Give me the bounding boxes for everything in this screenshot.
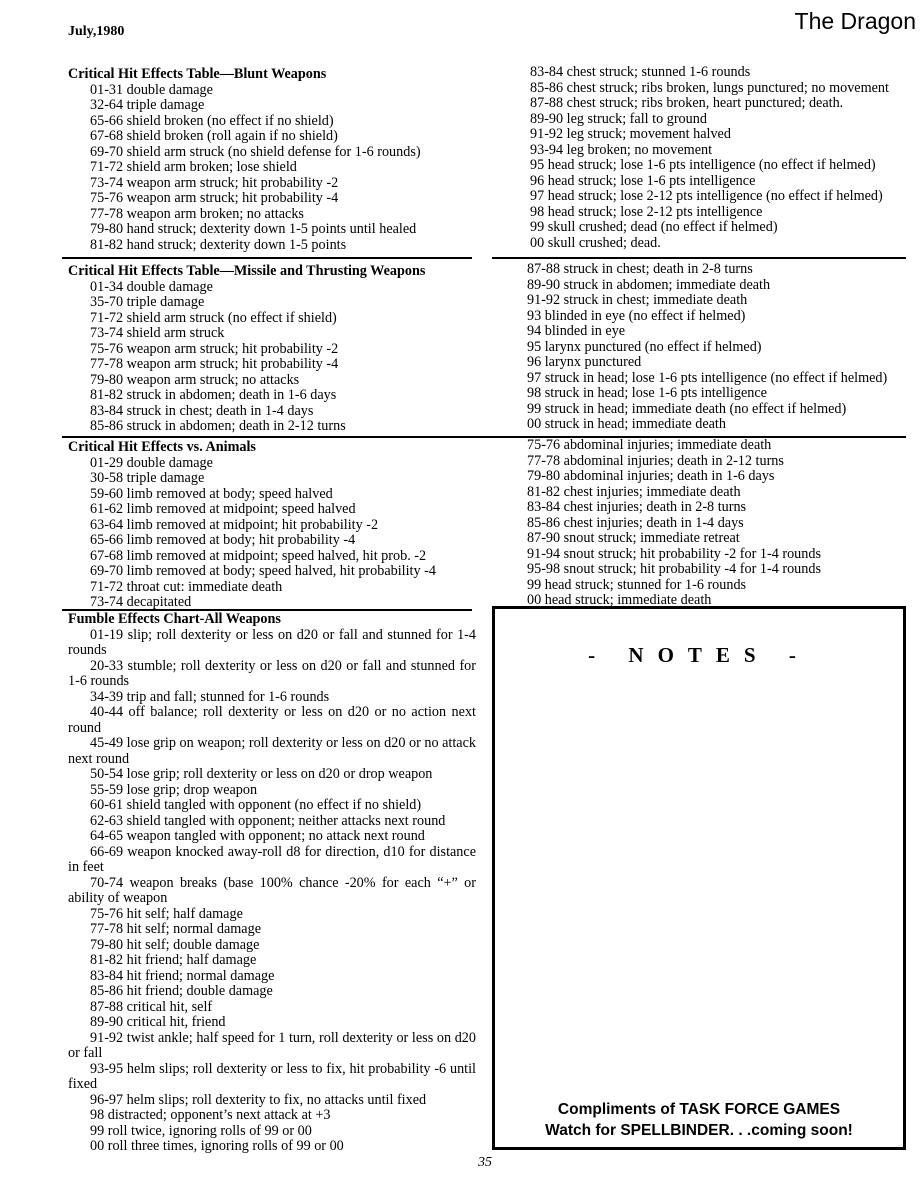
- fumble-entry: 34-39 trip and fall; stunned for 1-6 rounds: [90, 688, 330, 705]
- table-row: 30-58 triple damage: [90, 470, 205, 486]
- missile-right-column: [527, 262, 887, 433]
- fumble-entry: 00 roll three times, ignoring rolls of 99 or 00: [90, 1138, 344, 1154]
- table-row: 95-98 snout struck; hit probability -4 for 1-4 rounds: [527, 561, 821, 577]
- table-row: 87-88 chest struck; ribs broken, heart punctured; death.: [530, 95, 844, 111]
- fumble-entry: 99 roll twice, ignoring rolls of 99 or 00: [90, 1122, 312, 1139]
- table-row: 73-74 shield arm struck: [90, 325, 225, 341]
- table-row: 79-80 weapon arm struck; no attacks: [90, 371, 300, 388]
- table-row: 69-70 limb removed at body; speed halved, hit probability -4: [90, 563, 436, 579]
- notes-footer-line-1: Compliments of TASK FORCE GAMES: [557, 1101, 841, 1118]
- table-row: 77-78 weapon arm broken; no attacks: [90, 205, 304, 222]
- page-number: 35: [478, 1155, 492, 1170]
- fumble-entry: 96-97 helm slips; roll dexterity to fix, no attacks until fixed: [90, 1091, 427, 1108]
- table-row: 65-66 shield broken (no effect if no shield): [90, 112, 334, 129]
- table-row: 59-60 limb removed at body; speed halved: [90, 485, 333, 502]
- table-row: 83-84 chest injuries; death in 2-8 turns: [527, 499, 747, 515]
- notes-title: - NOTES -: [588, 643, 810, 667]
- fumble-entry: 60-61 shield tangled with opponent (no effect if no shield): [90, 797, 422, 813]
- table-row: 87-90 snout struck; immediate retreat: [527, 530, 740, 546]
- section-divider: [62, 257, 472, 259]
- table-row: 01-29 double damage: [90, 454, 213, 471]
- fumble-entry: 55-59 lose grip; drop weapon: [90, 781, 258, 798]
- table-row: 91-92 struck in chest; immediate death: [527, 292, 748, 308]
- table-row: 63-64 limb removed at midpoint; hit probability -2: [90, 516, 379, 533]
- table-row: 94 blinded in eye: [527, 323, 626, 339]
- blunt-table-title: Critical Hit Effects Table—Blunt Weapons: [68, 66, 327, 82]
- fumble-entry: 93-95 helm slips; roll dexterity or less to fix, hit probability -6 until fixed: [68, 1060, 476, 1092]
- fumble-entry: 98 distracted; opponent’s next attack at +3: [90, 1107, 331, 1123]
- animals-left-column: [68, 440, 436, 611]
- table-row: 69-70 shield arm struck (no shield defense for 1-6 rounds): [90, 143, 421, 160]
- table-row: 75-76 weapon arm struck; hit probability -2: [90, 340, 339, 357]
- table-row: 97 head struck; lose 2-12 pts intelligence (no effect if helmed): [530, 188, 883, 204]
- table-row: 61-62 limb removed at midpoint; speed halved: [90, 501, 356, 517]
- fumble-entry: 66-69 weapon knocked away-roll d8 for direction, d10 for distance in feet: [68, 843, 476, 875]
- table-row: 81-82 hand struck; dexterity down 1-5 points: [90, 236, 347, 253]
- table-row: 77-78 abdominal injuries; death in 2-12 turns: [527, 452, 784, 469]
- table-row: 73-74 weapon arm struck; hit probability -2: [90, 174, 339, 191]
- table-row: 99 struck in head; immediate death (no effect if helmed): [527, 400, 847, 417]
- fumble-entry: 75-76 hit self; half damage: [90, 905, 243, 922]
- table-row: 95 head struck; lose 1-6 pts intelligence (no effect if helmed): [530, 157, 876, 173]
- table-row: 97 struck in head; lose 1-6 pts intelligence (no effect if helmed): [527, 369, 888, 386]
- table-row: 85-86 chest struck; ribs broken, lungs punctured; no movement: [530, 79, 889, 96]
- notes-box: [492, 606, 906, 1150]
- table-row: 91-94 snout struck; hit probability -2 for 1-4 rounds: [527, 545, 821, 562]
- notes-footer: [495, 1099, 903, 1141]
- missile-left-column: [68, 264, 425, 435]
- table-row: 77-78 weapon arm struck; hit probability -4: [90, 356, 339, 372]
- fumble-entry: 87-88 critical hit, self: [90, 998, 213, 1015]
- table-row: 91-92 leg struck; movement halved: [530, 126, 731, 142]
- fumble-entry: 20-33 stumble; roll dexterity or less on d20 or fall and stunned for 1-6 rounds: [68, 657, 476, 689]
- table-row: 71-72 shield arm broken; lose shield: [90, 159, 297, 175]
- fumble-entry: 83-84 hit friend; normal damage: [90, 967, 275, 984]
- table-row: 01-34 double damage: [90, 278, 213, 295]
- table-row: 87-88 struck in chest; death in 2-8 turns: [527, 261, 753, 277]
- table-row: 89-90 leg struck; fall to ground: [530, 110, 707, 127]
- table-row: 67-68 shield broken (roll again if no shield): [90, 128, 338, 144]
- table-row: 67-68 limb removed at midpoint; speed halved, hit prob. -2: [90, 547, 427, 564]
- fumble-entry: 40-44 off balance; roll dexterity or less on d20 or no action next round: [68, 704, 476, 736]
- blunt-right-column: [530, 65, 889, 251]
- table-row: 75-76 abdominal injuries; immediate death: [527, 437, 772, 453]
- table-row: 98 struck in head; lose 1-6 pts intelligence: [527, 385, 767, 401]
- issue-date: July,1980: [68, 24, 125, 39]
- fumble-entry: 70-74 weapon breaks (base 100% chance -20% for each “+” or ability of weapon: [68, 874, 476, 906]
- table-row: 32-64 triple damage: [90, 97, 205, 113]
- table-row: 96 larynx punctured: [527, 354, 642, 370]
- table-row: 00 skull crushed; dead.: [530, 234, 661, 251]
- magazine-title: The Dragon: [794, 8, 916, 34]
- animals-right-column: [527, 438, 821, 609]
- blunt-left-column: [68, 67, 421, 253]
- fumble-entry: 85-86 hit friend; double damage: [90, 983, 273, 999]
- fumble-entry: 79-80 hit self; double damage: [90, 936, 260, 953]
- fumble-entry: 45-49 lose grip on weapon; roll dexterity or less on d20 or no attack next round: [68, 735, 476, 767]
- notes-footer-line-2: Watch for SPELLBINDER. . .coming soon!: [545, 1122, 853, 1139]
- missile-table-title: Critical Hit Effects Table—Missile and Thrusting Weapons: [68, 263, 426, 279]
- table-row: 89-90 struck in abdomen; immediate death: [527, 276, 771, 293]
- table-row: 85-86 chest injuries; death in 1-4 days: [527, 514, 744, 531]
- fumble-entry: 77-78 hit self; normal damage: [90, 921, 261, 937]
- fumble-entries: [68, 628, 476, 1155]
- table-row: 65-66 limb removed at body; hit probability -4: [90, 532, 356, 548]
- table-row: 99 head struck; stunned for 1-6 rounds: [527, 576, 747, 593]
- table-row: 01-31 double damage: [90, 81, 213, 98]
- table-row: 83-84 struck in chest; death in 1-4 days: [90, 402, 314, 419]
- fumble-entry: 50-54 lose grip; roll dexterity or less on d20 or drop weapon: [90, 766, 433, 782]
- table-row: 71-72 throat cut: immediate death: [90, 578, 283, 595]
- table-row: 96 head struck; lose 1-6 pts intelligence: [530, 172, 756, 189]
- table-row: 85-86 struck in abdomen; death in 2-12 turns: [90, 418, 346, 434]
- fumble-entry: 91-92 twist ankle; half speed for 1 turn, roll dexterity or less on d20 or fall: [68, 1029, 476, 1061]
- fumble-chart-title: Fumble Effects Chart-All Weapons: [68, 611, 281, 627]
- table-row: 79-80 hand struck; dexterity down 1-5 points until healed: [90, 221, 417, 237]
- table-row: 73-74 decapitated: [90, 594, 192, 610]
- table-row: 00 head struck; immediate death: [527, 592, 712, 608]
- table-row: 93-94 leg broken; no movement: [530, 141, 713, 158]
- animals-table-title: Critical Hit Effects vs. Animals: [68, 439, 256, 455]
- table-row: 93 blinded in eye (no effect if helmed): [527, 307, 746, 324]
- fumble-entry: 89-90 critical hit, friend: [90, 1014, 226, 1030]
- table-row: 83-84 chest struck; stunned 1-6 rounds: [530, 64, 751, 80]
- section-divider: [492, 257, 906, 259]
- table-row: 81-82 struck in abdomen; death in 1-6 days: [90, 387, 337, 403]
- table-row: 81-82 chest injuries; immediate death: [527, 483, 741, 500]
- fumble-entry: 62-63 shield tangled with opponent; neither attacks next round: [90, 812, 446, 829]
- table-row: 79-80 abdominal injuries; death in 1-6 days: [527, 468, 775, 484]
- fumble-entry: 64-65 weapon tangled with opponent; no attack next round: [90, 828, 425, 844]
- fumble-entry: 01-19 slip; roll dexterity or less on d20 or fall and stunned for 1-4 rounds: [68, 626, 476, 658]
- table-row: 00 struck in head; immediate death: [527, 416, 726, 432]
- table-row: 35-70 triple damage: [90, 294, 205, 310]
- table-row: 95 larynx punctured (no effect if helmed): [527, 338, 762, 355]
- fumble-chart: [68, 612, 476, 1155]
- table-row: 98 head struck; lose 2-12 pts intelligence: [530, 203, 763, 220]
- table-row: 75-76 weapon arm struck; hit probability -4: [90, 190, 339, 206]
- table-row: 71-72 shield arm struck (no effect if shield): [90, 309, 337, 326]
- table-row: 99 skull crushed; dead (no effect if helmed): [530, 219, 778, 235]
- fumble-entry: 81-82 hit friend; half damage: [90, 952, 257, 968]
